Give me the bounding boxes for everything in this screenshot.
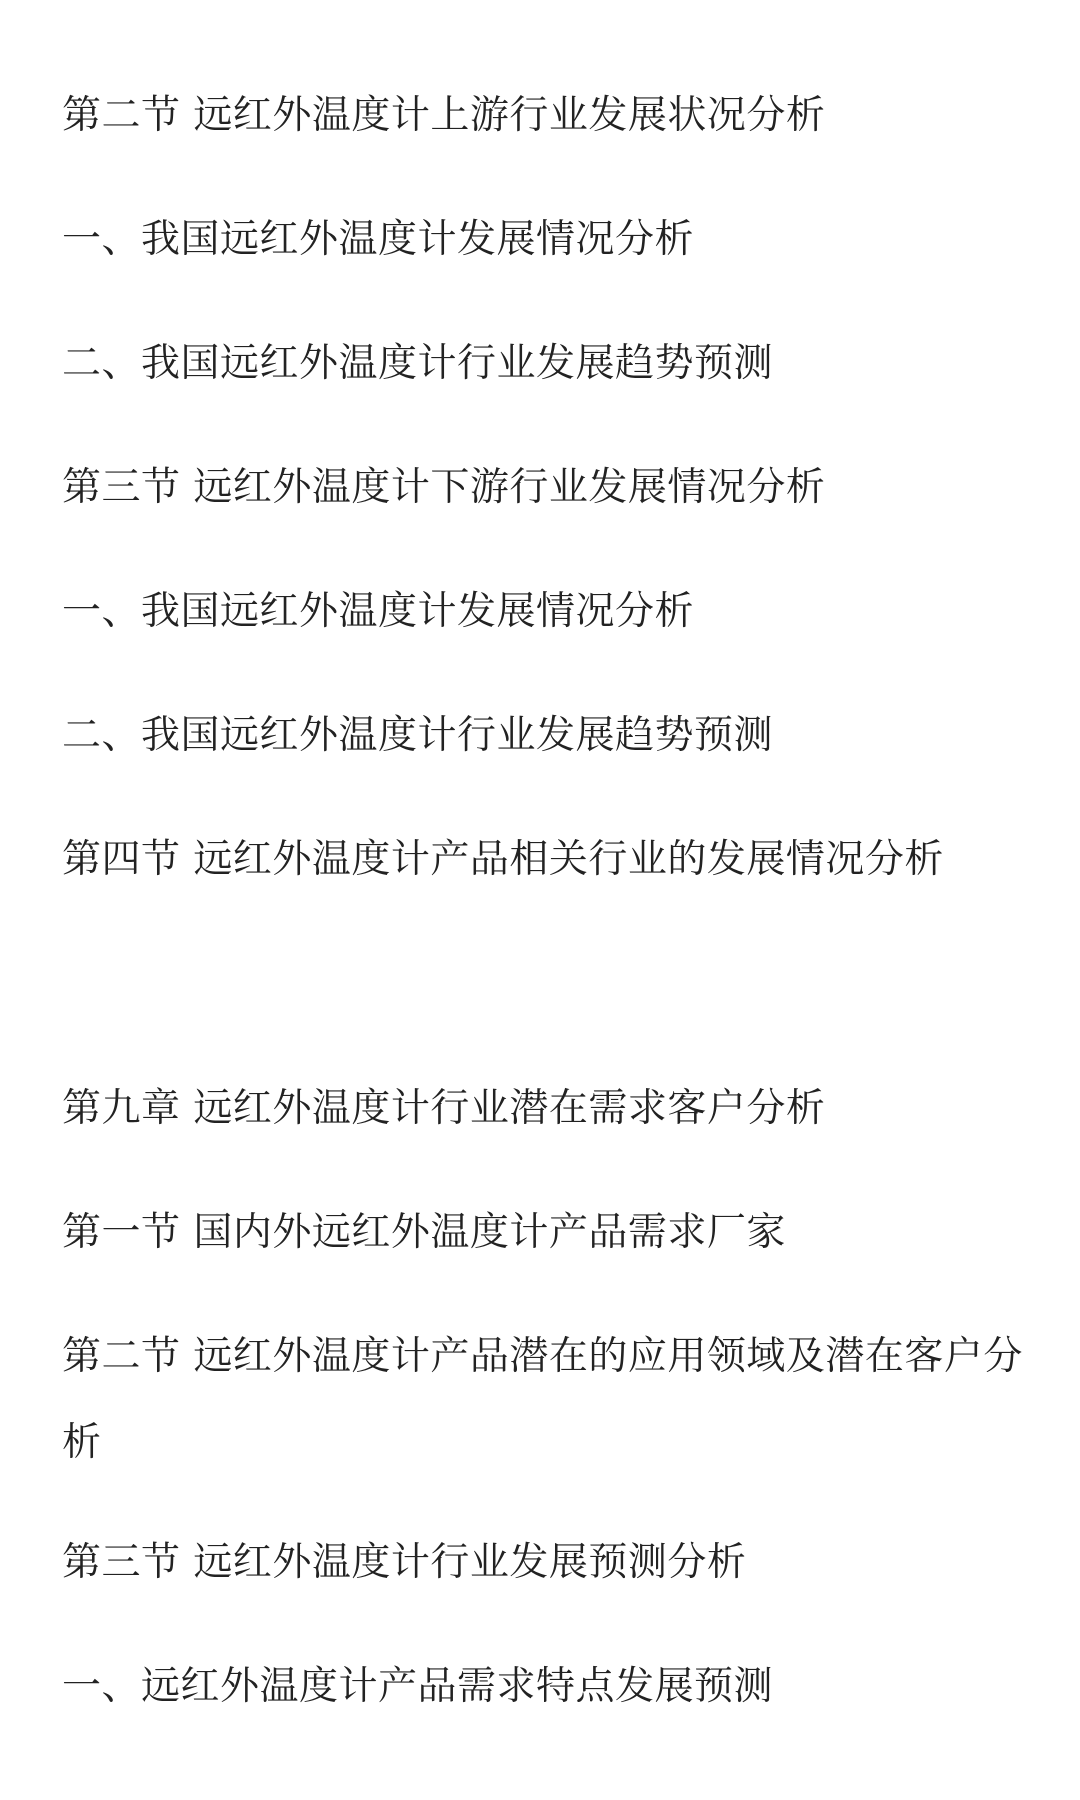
list-item: 一、远红外温度计产品需求特点发展预测 (62, 1664, 774, 1709)
section-heading: 第三节 远红外温度计行业发展预测分析 (62, 1540, 747, 1585)
section-heading: 第四节 远红外温度计产品相关行业的发展情况分析 (62, 837, 944, 882)
chapter-heading: 第九章 远红外温度计行业潜在需求客户分析 (62, 1086, 826, 1131)
list-item: 一、我国远红外温度计发展情况分析 (62, 217, 695, 262)
section-heading: 第三节 远红外温度计下游行业发展情况分析 (62, 465, 826, 510)
list-item: 一、我国远红外温度计发展情况分析 (62, 589, 695, 634)
list-item: 二、我国远红外温度计行业发展趋势预测 (62, 341, 774, 386)
section-heading: 第二节 远红外温度计上游行业发展状况分析 (62, 93, 826, 138)
list-item: 二、我国远红外温度计行业发展趋势预测 (62, 713, 774, 758)
section-heading: 第二节 远红外温度计产品潜在的应用领域及潜在客户分析 (62, 1334, 1023, 1465)
section-heading: 第一节 国内外远红外温度计产品需求厂家 (62, 1210, 786, 1255)
